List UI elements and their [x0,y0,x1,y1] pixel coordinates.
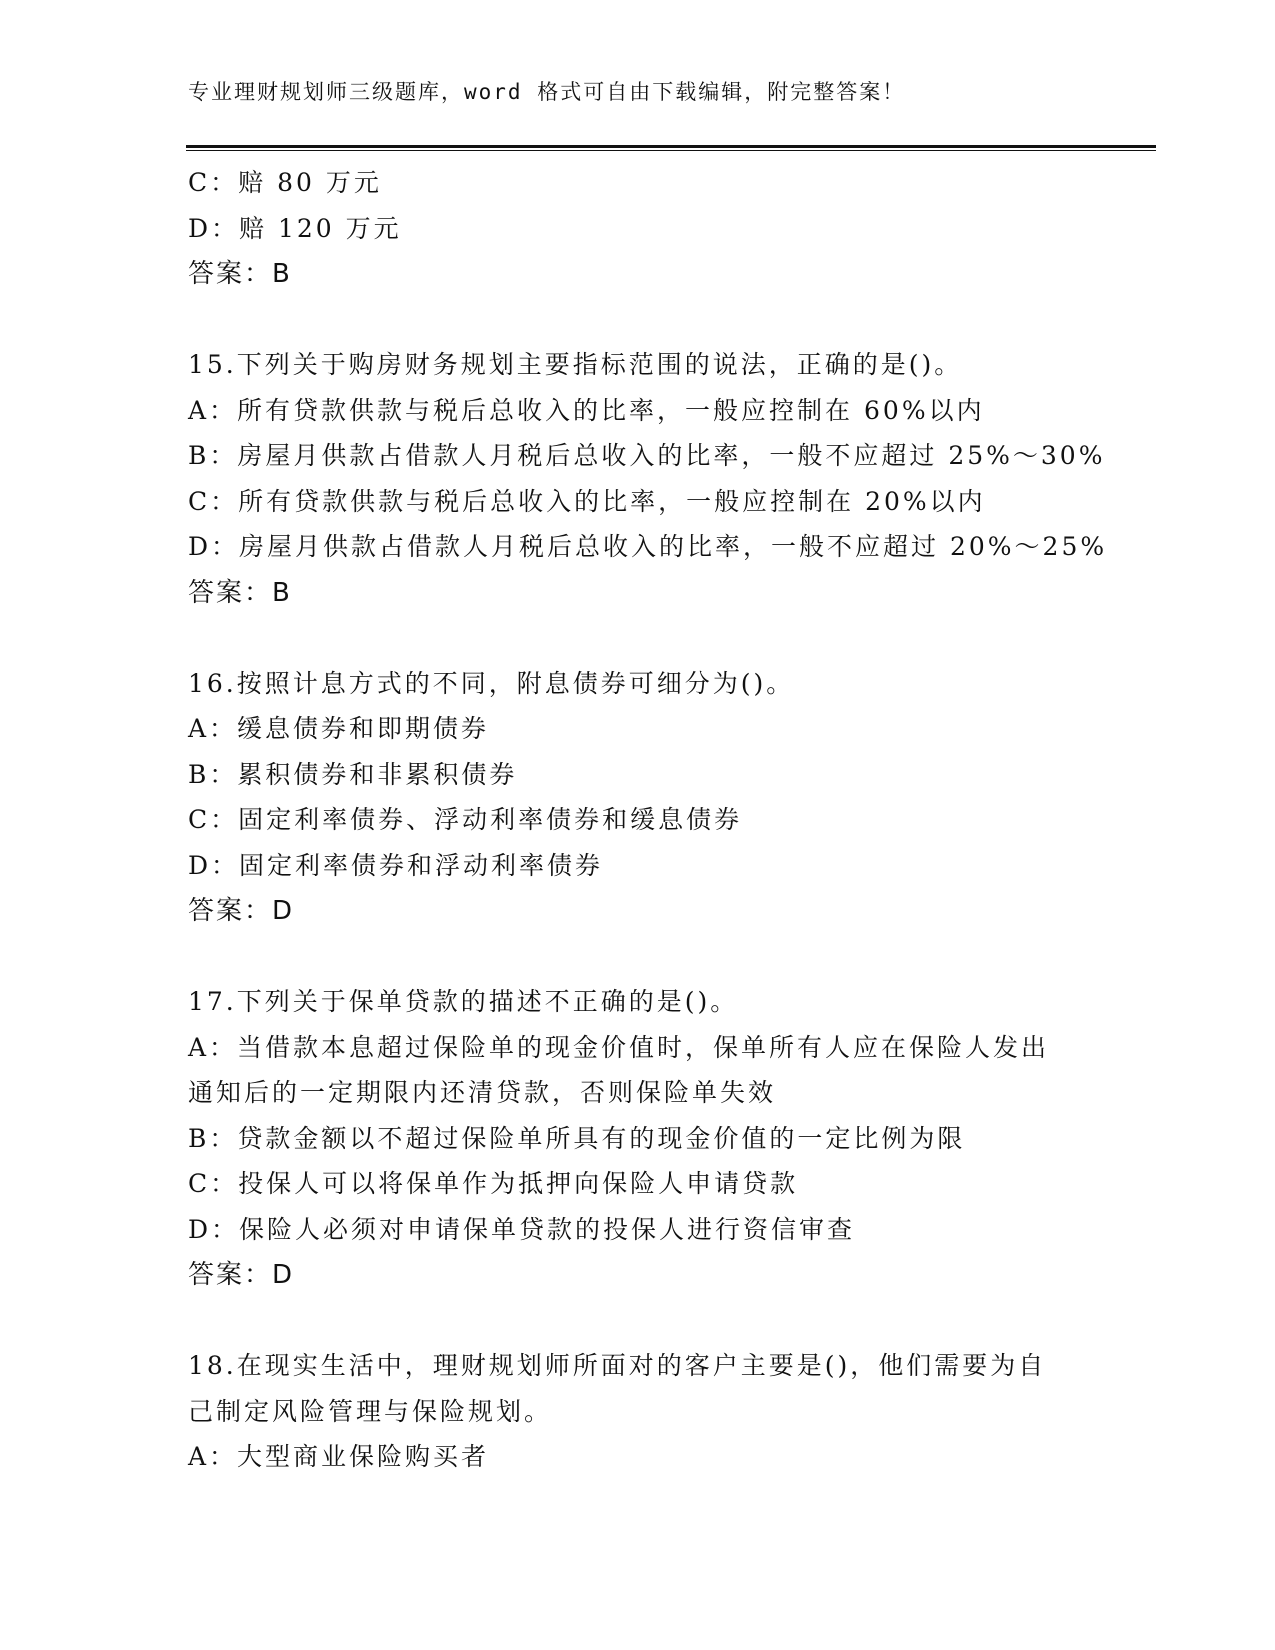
page-header: 专业理财规划师三级题库，word 格式可自由下载编辑，附完整答案！ [188,80,906,104]
option-line: D：固定利率债券和浮动利率债券 [188,850,604,880]
option-line: 通知后的一定期限内还清贷款，否则保险单失效 [188,1078,777,1107]
option-line: A：大型商业保险购买者 [188,1442,490,1471]
option-line: D：保险人必须对申请保单贷款的投保人进行资信审查 [188,1214,856,1244]
option-line: C：赔 80 万元 [188,168,382,197]
option-line: B：累积债券和非累积债券 [188,759,518,789]
answer-line: 答案：D [188,896,295,926]
option-line: C：投保人可以将保单作为抵押向保险人申请贷款 [188,1169,799,1198]
option-line: D：房屋月供款占借款人月税后总收入的比率，一般不应超过 20%～25% [188,532,1108,561]
spacer [188,1298,1088,1343]
option-line: A：缓息债券和即期债券 [188,714,490,743]
option-line: C：所有贷款供款与税后总收入的比率，一般应控制在 20%以内 [188,486,986,516]
option-line: B：贷款金额以不超过保险单所具有的现金价值的一定比例为限 [188,1123,966,1153]
question-block [188,1343,1088,1480]
question-block [188,979,1088,1298]
question-stem: 15.下列关于购房财务规划主要指标范围的说法，正确的是()。 [188,350,963,379]
option-line: C：固定利率债券、浮动利率债券和缓息债券 [188,805,743,834]
option-line: A：所有贷款供款与税后总收入的比率，一般应控制在 60%以内 [188,395,985,425]
answer-line: 答案：B [188,577,292,608]
answer-line: 答案：B [188,259,292,289]
question-list [188,342,1108,1480]
question-stem: 17.下列关于保单贷款的描述不正确的是()。 [188,987,739,1016]
question-block [188,342,1108,616]
option-line: D：赔 120 万元 [188,213,402,243]
header-divider [186,145,1156,151]
question-stem: 18.在现实生活中，理财规划师所面对的客户主要是()，他们需要为自 [188,1351,1047,1380]
spacer [188,297,1088,342]
document-body [188,160,1108,1480]
spacer [188,934,1088,979]
question-block [188,661,1088,935]
question-stem: 16.按照计息方式的不同，附息债券可细分为()。 [188,668,795,698]
spacer [188,616,1088,661]
question-stem: 己制定风险管理与保险规划。 [188,1396,553,1426]
option-line: B：房屋月供款占借款人月税后总收入的比率，一般不应超过 25%～30% [188,441,1106,470]
carryover-block [188,160,1088,297]
option-line: A：当借款本息超过保险单的现金价值时，保单所有人应在保险人发出 [188,1032,1050,1062]
answer-line: 答案：D [188,1260,295,1290]
